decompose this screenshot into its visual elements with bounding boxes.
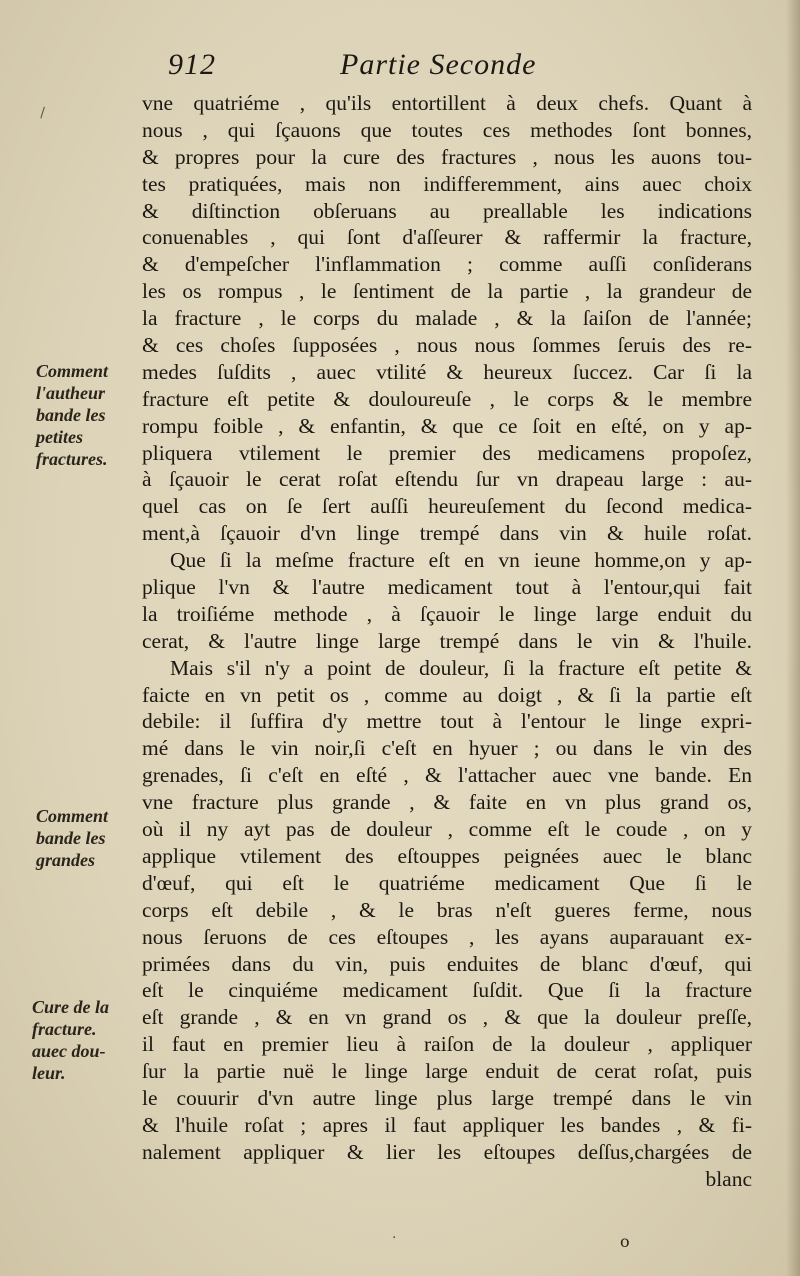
page-header [168,48,748,88]
margin-note-line: l'autheur [36,383,106,403]
footer-mark: o [620,1232,630,1251]
margin-note-line: Comment [36,361,109,381]
text-line: & diſtinction obſeruans au preallable les indications [142,198,752,223]
text-line: conuenables , qui ſont d'aſſeurer & raffermir la fracture, [142,225,752,250]
text-line: tes pratiquées, mais non indifferemment, ains auec choix [142,171,752,196]
text-line: vne fracture plus grande , & faite en vn plus grand os, [142,790,752,815]
body-text [142,90,752,1193]
text-line: mé dans le vin noir,ſi c'eſt en hyuer ; ou dans le vin des [142,736,752,761]
text-line: debile: il ſuffira d'y mettre tout à l'entour le linge expri- [142,709,752,734]
margin-note-line: bande les [36,405,106,425]
margin-note-painful-fracture [32,996,154,1084]
margin-note-line: petites [36,427,83,447]
stray-ink-mark: \ [35,105,49,121]
text-line: & propres pour la cure des fractures , nous les auons tou- [142,144,752,169]
text-line: primées dans du vin, puis enduites de blanc d'œuf, qui [142,951,752,976]
text-line: & l'huile roſat ; apres il faut appliquer les bandes , & fi- [142,1112,752,1137]
text-line: vne quatriéme , qu'ils entortillent à deux chefs. Quant à [142,91,752,115]
margin-note-line: Cure de la [32,997,110,1017]
text-line: le couurir d'vn autre linge plus large trempé dans le vin [142,1085,752,1110]
text-line: pliquera vtilement le premier des medicamens propoſez, [142,440,752,465]
text-line: quel cas on ſe ſert auſſi heureuſement du ſecond medica- [142,494,752,519]
text-line: d'œuf, qui eſt le quatriéme medicament Que ſi le [142,870,752,895]
page-edge-shadow [786,0,800,1276]
text-line: & d'empeſcher l'inflammation ; comme auſſi conſiderans [142,252,752,277]
text-line: ment,à ſçauoir d'vn linge trempé dans vin & huile roſat. [142,521,752,546]
text-line: la fracture , le corps du malade , & la ſaiſon de l'année; [142,306,752,331]
text-line: corps eſt debile , & le bras n'eſt gueres ferme, nous [142,897,752,922]
margin-note-line: bande les [36,828,106,848]
margin-note-large-fractures [36,805,158,871]
text-line: nalement appliquer & lier les eſtoupes deſſus,chargées de [142,1139,752,1164]
text-line: blanc [705,1166,752,1191]
text-line: faicte en vn petit os , comme au doigt , & ſi la partie eſt [142,682,752,707]
margin-note-small-fractures [36,360,158,470]
text-line: il faut en premier lieu à raiſon de la douleur , appliquer [142,1032,752,1057]
text-line: Mais s'il n'y a point de douleur, ſi la fracture eſt petite & [170,655,752,680]
margin-note-line: auec dou- [32,1041,106,1061]
text-line: fracture eſt petite & douloureuſe , le corps & le membre [142,386,752,411]
text-line: la troiſiéme methode , à ſçauoir le linge large enduit du [142,601,752,626]
text-line: nous ſeruons de ces eſtoupes , les ayans auparauant ex- [142,924,752,949]
text-line: plique l'vn & l'autre medicament tout à l'entour,qui fait [142,575,752,600]
running-head: Partie Seconde [340,48,537,81]
margin-note-line: fractures. [36,449,108,469]
text-line: eſt le cinquiéme medicament ſuſdit. Que ſi la fracture [142,978,752,1003]
text-line: cerat, & l'autre linge large trempé dans le vin & l'huile. [142,628,752,653]
margin-note-line: leur. [32,1063,66,1083]
margin-note-line: grandes [36,850,96,870]
page-number: 912 [168,48,216,81]
text-line: les os rompus , le ſentiment de la partie , la grandeur de [142,279,752,304]
text-line: eſt grande , & en vn grand os , & que la douleur preſſe, [142,1005,752,1030]
text-line: & ces choſes ſupposées , nous nous ſommes ſeruis des re- [142,333,752,358]
stray-ink-dot: · [392,1230,397,1246]
text-line: rompu foible , & enfantin, & que ce ſoit en eſté, on y ap- [142,413,752,438]
text-line: applique vtilement des eſtouppes peignées auec le blanc [142,843,752,868]
text-line: medes ſuſdits , auec vtilité & heureux ſuccez. Car ſi la [142,359,752,384]
text-line: à ſçauoir le cerat roſat eſtendu ſur vn drapeau large : au- [142,467,752,492]
text-line: nous , qui ſçauons que toutes ces methodes ſont bonnes, [142,117,752,142]
text-line: Que ſi la meſme fracture eſt en vn ieune homme,on y ap- [170,548,752,573]
text-line: où il ny ayt pas de douleur , comme eſt le coude , on y [142,817,752,842]
margin-note-line: fracture. [32,1019,97,1039]
text-line: grenades, ſi c'eſt en eſté , & l'attacher auec vne bande. En [142,763,752,788]
text-line: ſur la partie nuë le linge large enduit de cerat roſat, puis [142,1059,752,1084]
margin-note-line: Comment [36,806,109,826]
